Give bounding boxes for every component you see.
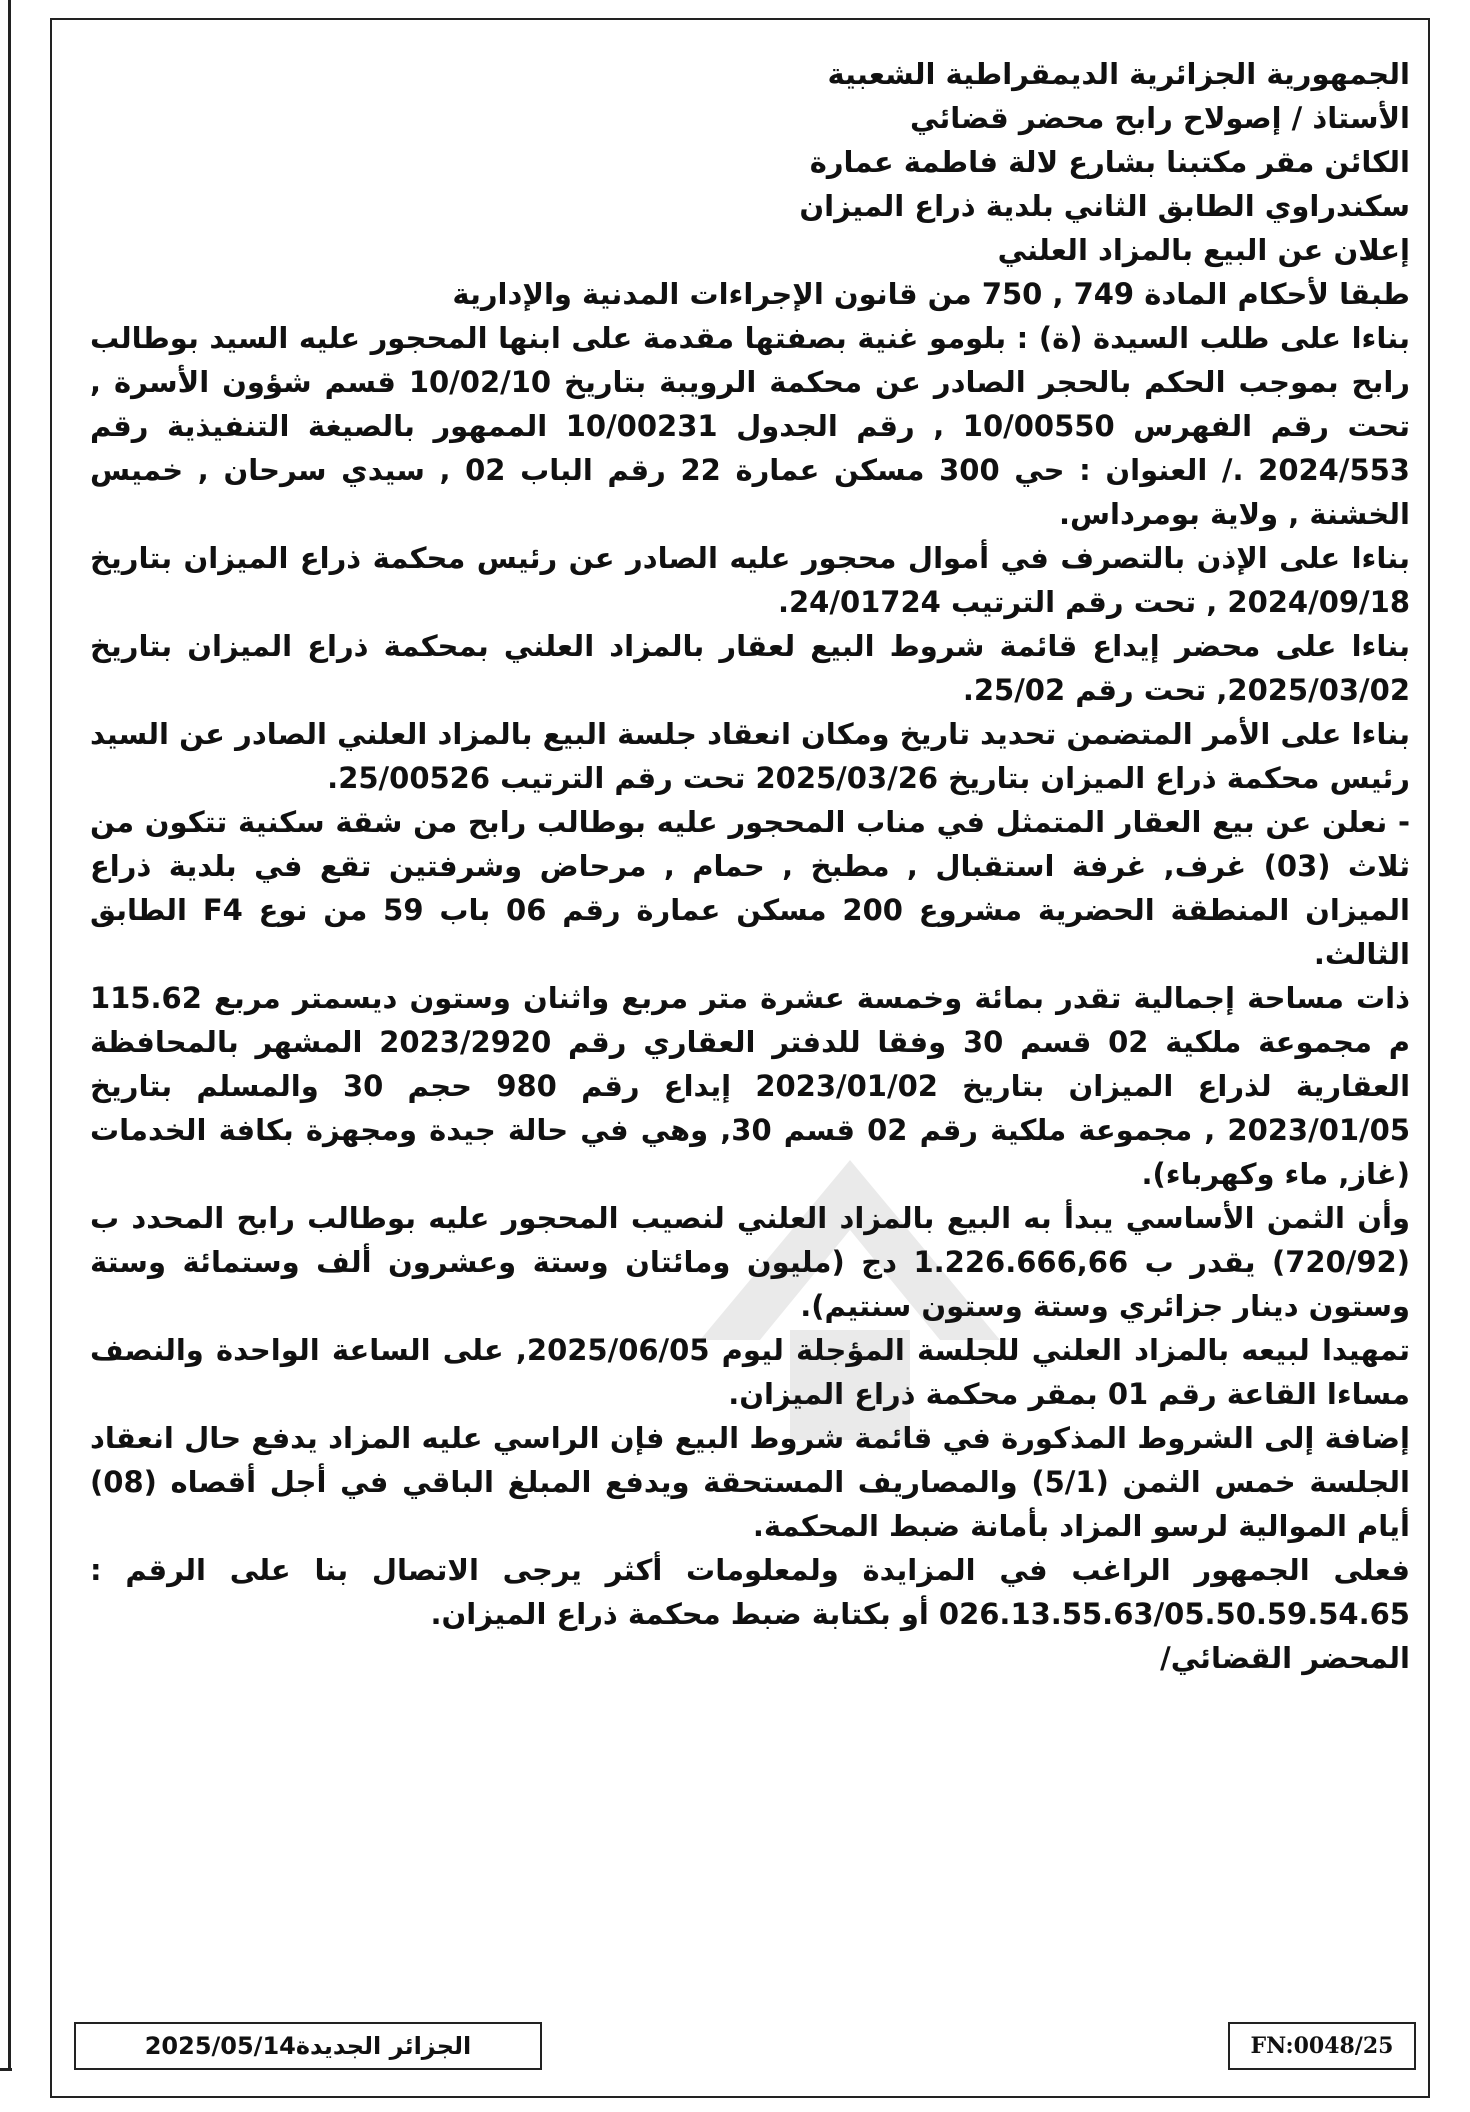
- paragraph-area: ذات مساحة إجمالية تقدر بمائة وخمسة عشرة متر مربع واثنان وستون ديسمتر مربع 115.62 م مجموعة ملكية 02 قسم 30 وفقا للدفتر العقاري رقم 2023/2920 المشهر بالمحافظة العقارية لذراع الميزان بتاريخ 2023/01/02 إيداع رقم 980 حجم 30 والمسلم بتاريخ 2023/01/05 , مجموعة ملكية رقم 02 قسم 30, وهي في حالة جيدة ومجهزة بكافة الخدمات (غاز, ماء وكهرباء).: [90, 981, 1411, 1191]
- header-office-address-1: الكائن مقر مكتبنا بشارع لالة فاطمة عمارة: [809, 145, 1410, 179]
- paragraph-contact: فعلى الجمهور الراغب في المزايدة ولمعلومات أكثر يرجى الاتصال بنا على الرقم : 026.13.55.63/05.50.59.54.65 أو بكتابة ضبط محكمة ذراع الميزان.: [90, 1553, 1410, 1631]
- left-margin-tick: [0, 2068, 12, 2071]
- publication-box: الجزائر الجديدة2025/05/14: [74, 2022, 542, 2070]
- paragraph-order: بناءا على الأمر المتضمن تحديد تاريخ ومكان انعقاد جلسة البيع بالمزاد العلني الصادر عن السيد رئيس محكمة ذراع الميزان بتاريخ 2025/03/26 تحت رقم الترتيب 25/00526.: [90, 717, 1410, 795]
- paragraph-property: - نعلن عن بيع العقار المتمثل في مناب المحجور عليه بوطالب رابح من شقة سكنية تتكون من ثلاث (03) غرف, غرفة استقبال , مطبخ , حمام , مرحاض وشرفتين تقع في بلدية ذراع الميزان المنطقة الحضرية مشروع 200 مسكن عمارة رقم 06 باب 59 من نوع F4 الطابق الثالث.: [90, 805, 1410, 971]
- signature: المحضر القضائي/: [1160, 1641, 1410, 1675]
- paragraph-conditions: إضافة إلى الشروط المذكورة في قائمة شروط البيع فإن الراسي عليه المزاد يدفع حال انعقاد الجلسة خمس الثمن (5/1) والمصاريف المستحقة ويدفع المبلغ الباقي في أجل أقصاه (08) أيام الموالية لرسو المزاد بأمانة ضبط المحكمة.: [90, 1421, 1410, 1543]
- header-republic: الجمهورية الجزائرية الديمقراطية الشعبية: [827, 57, 1410, 91]
- header-office-address-2: سكندراوي الطابق الثاني بلدية ذراع الميزان: [799, 189, 1410, 223]
- file-number-box: FN:0048/25: [1228, 2022, 1416, 2070]
- legal-basis: طبقا لأحكام المادة 749 , 750 من قانون الإجراءات المدنية والإدارية: [452, 277, 1410, 311]
- paragraph-request: بناءا على طلب السيدة (ة) : بلومو غنية بصفتها مقدمة على ابنها المحجور عليه السيد بوطالب رابح بموجب الحكم بالحجر الصادر عن محكمة الرويبة بتاريخ 10/02/10 قسم شؤون الأسرة , تحت رقم الفهرس 10/00550 , رقم الجدول 10/00231 الممهور بالصيغة التنفيذية رقم 2024/553 ./ العنوان : حي 300 مسكن عمارة 22 رقم الباب 02 , سيدي سرحان , خميس الخشنة , ولاية بومرداس.: [90, 321, 1411, 531]
- left-margin-rule: [8, 0, 11, 2070]
- auction-notice-text: [90, 52, 1410, 1680]
- paragraph-session: تمهيدا لبيعه بالمزاد العلني للجلسة المؤجلة ليوم 2025/06/05, على الساعة الواحدة والنصف مساءا القاعة رقم 01 بمقر محكمة ذراع الميزان.: [90, 1333, 1410, 1411]
- header-bailiff-name: الأستاذ / إصولاح رابح محضر قضائي: [910, 101, 1410, 135]
- paragraph-deposit: بناءا على محضر إيداع قائمة شروط البيع لعقار بالمزاد العلني بمحكمة ذراع الميزان بتاريخ 2025/03/02, تحت رقم 25/02.: [90, 629, 1410, 707]
- paragraph-price: وأن الثمن الأساسي يبدأ به البيع بالمزاد العلني لنصيب المحجور عليه بوطالب رابح المحدد ب (720/92) يقدر ب 1.226.666,66 دج (مليون ومائتان وستة وعشرون ألف وستمائة وستة وستون دينار جزائري وستة وستون سنتيم).: [90, 1201, 1410, 1323]
- notice-title: إعلان عن البيع بالمزاد العلني: [997, 233, 1410, 267]
- paragraph-permission: بناءا على الإذن بالتصرف في أموال محجور عليه الصادر عن رئيس محكمة ذراع الميزان بتاريخ 2024/09/18 , تحت رقم الترتيب 24/01724.: [90, 541, 1410, 619]
